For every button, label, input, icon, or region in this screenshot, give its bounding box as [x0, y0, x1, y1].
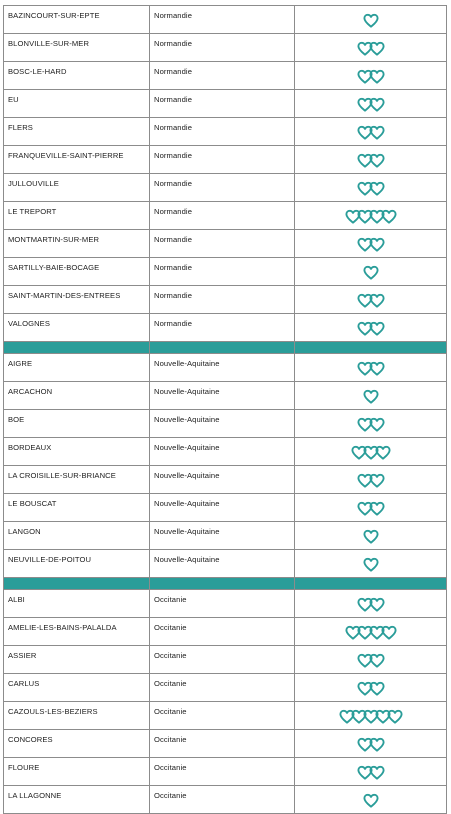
commune-name: FLOURE [4, 758, 150, 786]
commune-name: ALBI [4, 590, 150, 618]
rating-cell [295, 410, 447, 438]
rating-cell [295, 382, 447, 410]
heart-outline-icon [369, 321, 385, 336]
commune-name: LANGON [4, 522, 150, 550]
heart-rating [347, 209, 395, 224]
table-row [4, 382, 447, 410]
commune-name: BOE [4, 410, 150, 438]
region-name: Nouvelle-Aquitaine [150, 522, 295, 550]
commune-name: LE BOUSCAT [4, 494, 150, 522]
heart-rating [359, 737, 383, 752]
rating-cell [295, 438, 447, 466]
table-row [4, 494, 447, 522]
communes-table [3, 5, 447, 814]
heart-rating [359, 681, 383, 696]
heart-rating [341, 709, 401, 724]
region-name: Normandie [150, 174, 295, 202]
heart-rating [359, 597, 383, 612]
rating-cell [295, 62, 447, 90]
region-name: Occitanie [150, 758, 295, 786]
region-name: Normandie [150, 6, 295, 34]
heart-outline-icon [369, 97, 385, 112]
region-name: Nouvelle-Aquitaine [150, 438, 295, 466]
region-name: Normandie [150, 230, 295, 258]
commune-name: BORDEAUX [4, 438, 150, 466]
table-row [4, 590, 447, 618]
section-separator [4, 342, 447, 354]
table-row [4, 646, 447, 674]
rating-cell [295, 618, 447, 646]
rating-cell [295, 758, 447, 786]
heart-rating [359, 293, 383, 308]
rating-cell [295, 146, 447, 174]
table-row [4, 674, 447, 702]
rating-cell [295, 590, 447, 618]
heart-rating [359, 97, 383, 112]
heart-outline-icon [381, 209, 397, 224]
table-row [4, 146, 447, 174]
heart-outline-icon [369, 181, 385, 196]
heart-outline-icon [375, 445, 391, 460]
commune-name: BAZINCOURT-SUR-EPTE [4, 6, 150, 34]
region-name: Normandie [150, 258, 295, 286]
table-row [4, 286, 447, 314]
commune-name: LE TREPORT [4, 202, 150, 230]
rating-cell [295, 202, 447, 230]
table-row [4, 466, 447, 494]
heart-outline-icon [369, 69, 385, 84]
table-row [4, 174, 447, 202]
heart-outline-icon [369, 653, 385, 668]
heart-rating [359, 417, 383, 432]
rating-cell [295, 174, 447, 202]
region-name: Occitanie [150, 590, 295, 618]
table-row [4, 34, 447, 62]
table-row [4, 438, 447, 466]
region-name: Occitanie [150, 618, 295, 646]
table-row [4, 354, 447, 382]
commune-name: ARCACHON [4, 382, 150, 410]
heart-outline-icon [369, 41, 385, 56]
region-name: Occitanie [150, 786, 295, 814]
separator-cell [295, 342, 447, 354]
heart-outline-icon [369, 237, 385, 252]
heart-rating [359, 153, 383, 168]
heart-rating [365, 265, 377, 280]
heart-rating [359, 361, 383, 376]
table-row [4, 230, 447, 258]
commune-name: MONTMARTIN-SUR-MER [4, 230, 150, 258]
separator-cell [4, 578, 150, 590]
separator-cell [295, 578, 447, 590]
rating-cell [295, 786, 447, 814]
heart-outline-icon [369, 125, 385, 140]
commune-name: LA CROISILLE-SUR-BRIANCE [4, 466, 150, 494]
commune-name: EU [4, 90, 150, 118]
heart-rating [365, 389, 377, 404]
heart-outline-icon [363, 265, 379, 280]
rating-cell [295, 90, 447, 118]
region-name: Normandie [150, 146, 295, 174]
rating-cell [295, 646, 447, 674]
rating-cell [295, 258, 447, 286]
heart-rating [359, 125, 383, 140]
table-row [4, 758, 447, 786]
table-row [4, 314, 447, 342]
heart-rating [359, 653, 383, 668]
table-row [4, 62, 447, 90]
commune-name: BLONVILLE-SUR-MER [4, 34, 150, 62]
table-row [4, 6, 447, 34]
heart-outline-icon [363, 793, 379, 808]
commune-name: BOSC-LE-HARD [4, 62, 150, 90]
rating-cell [295, 118, 447, 146]
region-name: Nouvelle-Aquitaine [150, 410, 295, 438]
region-name: Normandie [150, 286, 295, 314]
region-name: Nouvelle-Aquitaine [150, 494, 295, 522]
heart-outline-icon [369, 765, 385, 780]
rating-cell [295, 674, 447, 702]
rating-cell [295, 6, 447, 34]
heart-rating [365, 557, 377, 572]
table-row [4, 90, 447, 118]
commune-name: CONCORES [4, 730, 150, 758]
commune-name: AMELIE-LES-BAINS-PALALDA [4, 618, 150, 646]
commune-name: JULLOUVILLE [4, 174, 150, 202]
heart-outline-icon [369, 361, 385, 376]
table-row [4, 258, 447, 286]
commune-name: ASSIER [4, 646, 150, 674]
heart-rating [359, 41, 383, 56]
rating-cell [295, 550, 447, 578]
table-row [4, 550, 447, 578]
region-name: Occitanie [150, 702, 295, 730]
heart-rating [353, 445, 389, 460]
commune-name: VALOGNES [4, 314, 150, 342]
heart-rating [359, 473, 383, 488]
rating-cell [295, 34, 447, 62]
heart-outline-icon [381, 625, 397, 640]
commune-name: NEUVILLE-DE-POITOU [4, 550, 150, 578]
heart-rating [359, 181, 383, 196]
region-name: Normandie [150, 34, 295, 62]
commune-name: AIGRE [4, 354, 150, 382]
rating-cell [295, 314, 447, 342]
table-row [4, 702, 447, 730]
heart-rating [359, 321, 383, 336]
region-name: Occitanie [150, 730, 295, 758]
heart-rating [365, 529, 377, 544]
rating-cell [295, 522, 447, 550]
heart-outline-icon [363, 389, 379, 404]
rating-cell [295, 230, 447, 258]
heart-outline-icon [369, 681, 385, 696]
rating-cell [295, 730, 447, 758]
commune-name: LA LLAGONNE [4, 786, 150, 814]
heart-rating [359, 237, 383, 252]
region-name: Normandie [150, 314, 295, 342]
rating-cell [295, 702, 447, 730]
region-name: Normandie [150, 118, 295, 146]
heart-rating [365, 13, 377, 28]
heart-rating [347, 625, 395, 640]
section-separator [4, 578, 447, 590]
region-name: Occitanie [150, 674, 295, 702]
separator-cell [150, 342, 295, 354]
heart-outline-icon [369, 737, 385, 752]
table-row [4, 522, 447, 550]
heart-outline-icon [369, 501, 385, 516]
rating-cell [295, 354, 447, 382]
heart-outline-icon [369, 473, 385, 488]
region-name: Nouvelle-Aquitaine [150, 466, 295, 494]
region-name: Normandie [150, 62, 295, 90]
commune-name: FLERS [4, 118, 150, 146]
heart-outline-icon [363, 557, 379, 572]
region-name: Normandie [150, 90, 295, 118]
table-row [4, 730, 447, 758]
table-row [4, 618, 447, 646]
table-row [4, 786, 447, 814]
region-name: Nouvelle-Aquitaine [150, 382, 295, 410]
commune-name: CAZOULS-LES-BEZIERS [4, 702, 150, 730]
communes-table-body [4, 6, 447, 814]
region-name: Nouvelle-Aquitaine [150, 550, 295, 578]
region-name: Normandie [150, 202, 295, 230]
heart-outline-icon [369, 293, 385, 308]
heart-rating [365, 793, 377, 808]
heart-outline-icon [363, 13, 379, 28]
heart-outline-icon [387, 709, 403, 724]
heart-outline-icon [363, 529, 379, 544]
heart-outline-icon [369, 597, 385, 612]
region-name: Occitanie [150, 646, 295, 674]
rating-cell [295, 466, 447, 494]
heart-outline-icon [369, 417, 385, 432]
table-row [4, 118, 447, 146]
rating-cell [295, 286, 447, 314]
commune-name: SAINT-MARTIN-DES-ENTREES [4, 286, 150, 314]
heart-outline-icon [369, 153, 385, 168]
commune-name: CARLUS [4, 674, 150, 702]
commune-name: SARTILLY-BAIE-BOCAGE [4, 258, 150, 286]
rating-cell [295, 494, 447, 522]
table-row [4, 202, 447, 230]
heart-rating [359, 765, 383, 780]
table-row [4, 410, 447, 438]
heart-rating [359, 501, 383, 516]
separator-cell [4, 342, 150, 354]
heart-rating [359, 69, 383, 84]
commune-name: FRANQUEVILLE-SAINT-PIERRE [4, 146, 150, 174]
region-name: Nouvelle-Aquitaine [150, 354, 295, 382]
separator-cell [150, 578, 295, 590]
